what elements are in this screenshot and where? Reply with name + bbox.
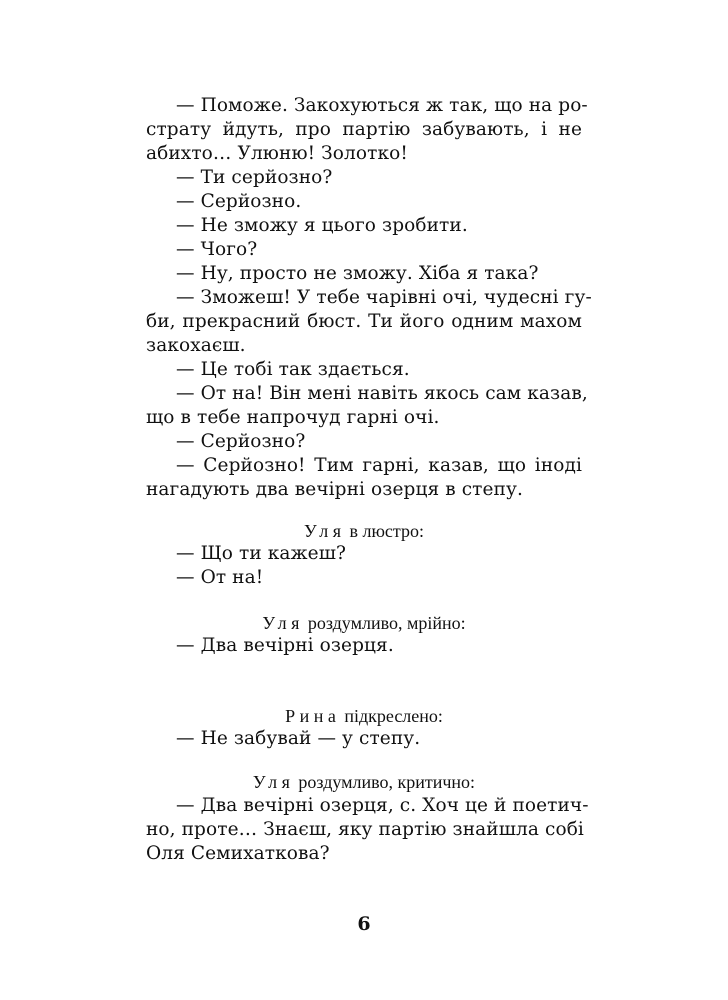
text-line: — От на! [176,567,264,588]
text-line: — Чого? [176,239,258,260]
text-line: — От на! Він мені навіть якось сам казав, [176,383,588,404]
stage-direction [0,612,728,634]
text-line: — Не зможу я цього зробити. [176,215,468,236]
text-line: — Ну, просто не зможу. Хіба я така? [176,263,539,284]
speaker-name: Рина [285,706,341,726]
text-line: — Що ти кажеш? [176,543,347,564]
stage-direction [0,771,728,793]
dialogue-block-3 [146,634,582,658]
text-line: — Зможеш! У тебе чарівні очі, чудесні гу- [176,287,592,308]
text-line: закохаєш. [146,335,246,356]
speaker-name: Уля [262,613,304,633]
text-line: — Не забувай — у степу. [176,728,421,749]
direction-text: в люстро: [349,521,424,541]
text-line: — Ти серйозно? [176,167,333,188]
speaker-name: Уля [304,521,346,541]
text-line: Оля Семихаткова? [146,843,330,864]
stage-direction [0,705,728,727]
text-line: — Серйозно. [176,191,302,212]
direction-text: підкреслено: [344,706,443,726]
text-line: — Два вечірні озерця, с. Хоч це й поетич- [176,795,589,816]
dialogue-block-1 [146,94,592,502]
dialogue-block-4 [146,727,582,751]
text-line: би, прекрасний бюст. Ти його одним махом [146,311,582,332]
text-line: — Два вечірні озерця. [176,635,394,656]
direction-text: роздумливо, мрійно: [307,613,466,633]
speaker-name: Уля [252,772,295,792]
dialogue-block-2 [146,542,582,590]
text-line: нагадують два вечірні озерця в степу. [146,479,523,500]
dialogue-block-5 [146,794,589,866]
text-line: — Серйозно! Тим гарні, казав, що іноді [176,455,582,476]
text-line: страту йдуть, про партію забувають, і не [146,119,582,140]
text-line: абихто… Улюню! Золотко! [146,143,408,164]
text-line: но, проте… Знаєш, яку партію знайшла собі [146,819,584,840]
stage-direction [0,520,728,542]
page-number: 6 [357,913,371,935]
text-line: — Поможе. Закохуються ж так, що на ро- [176,95,588,116]
text-line: — Серйозно? [176,431,306,452]
text-line: — Це тобі так здається. [176,359,410,380]
direction-text: роздумливо, критично: [298,772,476,792]
text-line: що в тебе напрочуд гарні очі. [146,407,440,428]
